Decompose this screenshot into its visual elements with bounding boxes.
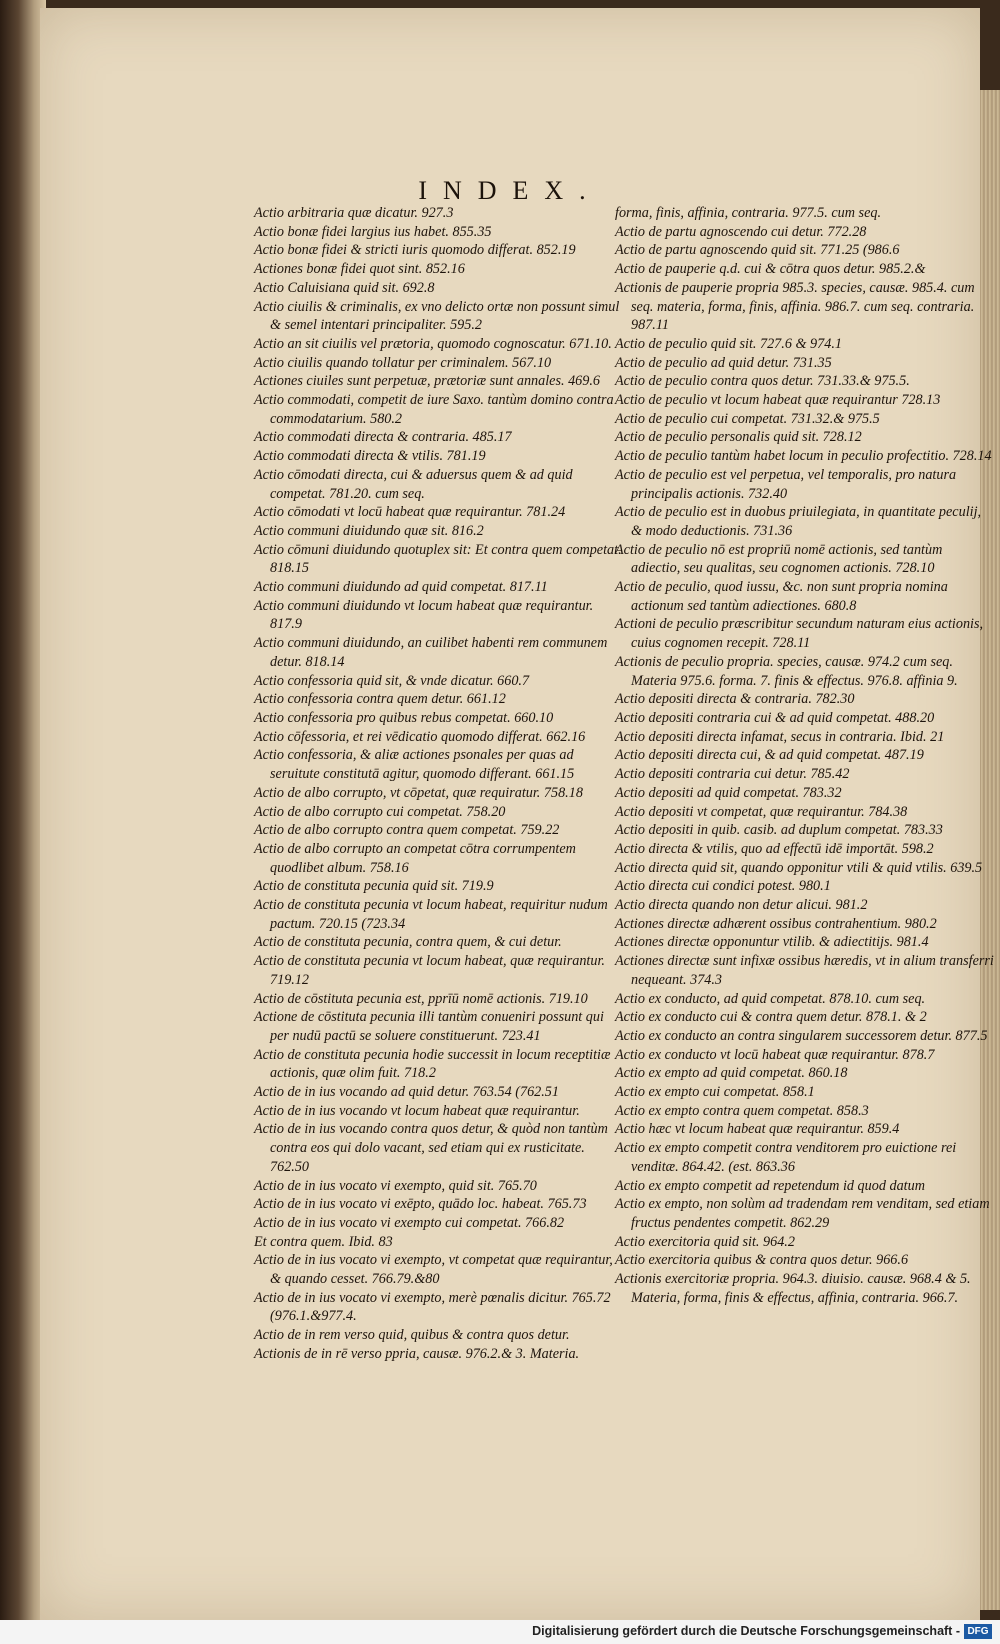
index-entry: Actio de peculio est vel perpetua, vel temporalis, pro natura principalis actionis. 732.40 <box>615 466 957 502</box>
index-entry: Actio de albo corrupto cui competat. 758.20 <box>254 803 506 820</box>
index-entry: Actio depositi contraria cui detur. 785.42 <box>615 766 850 783</box>
page-title: INDEX. <box>418 176 602 205</box>
index-entry: Actio de peculio est in duobus priuilegiata, in quantitate peculij, & modo deductionis. 731.36 <box>615 504 982 539</box>
index-entry: Actio de constituta pecunia vt locum habeat, requiritur nudum pactum. 720.15 (723.34 <box>254 897 608 932</box>
index-entry: Actio ex empto ad quid competat. 860.18 <box>615 1065 848 1082</box>
index-entry: Actio commodati directa & vtilis. 781.19 <box>254 448 486 465</box>
index-entry: Actio de peculio personalis quid sit. 728.12 <box>615 429 862 446</box>
index-entry: Actio depositi vt competat, quæ requirantur. 784.38 <box>615 803 908 820</box>
index-entry: Actio de constituta pecunia vt locum habeat, quæ requirantur. 719.12 <box>254 953 605 988</box>
index-entry: Actionis de in rē verso ppria, causæ. 976.2.& 3. Materia. <box>254 1345 580 1362</box>
index-entry: Actio ex empto competit contra venditorem pro euictione rei venditæ. 864.42. (est. 863.36 <box>615 1140 957 1175</box>
index-entry: Actio de in ius vocando contra quos detur, & quòd non tantùm contra eos qui dolo vacant, sed etiam qui ex rusticitate. 762.50 <box>254 1121 608 1175</box>
index-column-right <box>615 204 995 1307</box>
index-entry: Et contra quem. Ibid. 83 <box>254 1233 393 1250</box>
index-entry: Actio de in rem verso quid, quibus & contra quos detur. <box>254 1327 570 1344</box>
index-entry: Actio ex conducto vt locū habeat quæ requirantur. 878.7 <box>615 1046 935 1063</box>
index-entry: Actio de in ius vocato vi exempto, vt competat quæ requirantur, & quando cesset. 766.79.&80 <box>254 1252 613 1288</box>
index-entry: Actio de peculio, quod iussu, &c. non sunt propria nomina actionum sed tantùm adiectiones. 680.8 <box>615 579 948 614</box>
index-entry: Actio de in ius vocando vt locum habeat quæ requirantur. <box>254 1102 580 1119</box>
index-entry: Actio directa quando non detur alicui. 981.2 <box>615 897 868 914</box>
index-entry: Actionis de peculio propria. species, causæ. 974.2 cum seq. Materia 975.6. forma. 7. finis & effectus. 976.8. affinia 9. <box>615 653 958 689</box>
index-entry: Actio de albo corrupto contra quem competat. 759.22 <box>254 822 560 839</box>
index-entry: Actio directa quid sit, quando opponitur vtili & quid vtilis. 639.5 <box>615 859 983 876</box>
index-entry: Actio confessoria contra quem detur. 661.12 <box>254 691 506 708</box>
index-entry: Actio Caluisiana quid sit. 692.8 <box>254 279 435 296</box>
index-entry: Actio exercitoria quid sit. 964.2 <box>615 1233 795 1250</box>
index-entry: Actio de in ius vocato vi exēpto, quādo loc. habeat. 765.73 <box>254 1196 587 1213</box>
index-entry: Actiones ciuiles sunt perpetuæ, prætoriæ sunt annales. 469.6 <box>254 373 601 390</box>
index-entry: Actiones bonæ fidei quot sint. 852.16 <box>254 261 465 278</box>
index-column-left <box>254 204 624 1364</box>
index-entry: Actio communi diuidundo quæ sit. 816.2 <box>254 522 484 539</box>
index-entry: Actionis exercitoriæ propria. 964.3. diuisio. causæ. 968.4 & 5. Materia, forma, finis & effectus, affinia, contraria. 966.7. <box>615 1271 971 1306</box>
index-entry: Actio bonæ fidei & stricti iuris quomodo differat. 852.19 <box>254 242 576 259</box>
index-entry: Actio de constituta pecunia, contra quem, & cui detur. <box>254 934 562 951</box>
index-entry: Actio de partu agnoscendo quid sit. 771.25 (986.6 <box>615 242 900 259</box>
index-entry: Actio depositi directa infamat, secus in contraria. Ibid. 21 <box>615 728 945 745</box>
index-entry: Actio de peculio quid sit. 727.6 & 974.1 <box>615 335 842 352</box>
index-entry: Actio exercitoria quibus & contra quos detur. 966.6 <box>615 1252 909 1269</box>
index-entry: Actio confessoria quid sit, & vnde dicatur. 660.7 <box>254 672 530 689</box>
index-entry: Actiones directæ opponuntur vtilib. & adiectitijs. 981.4 <box>615 934 929 951</box>
index-entry: Actio an sit ciuilis vel prætoria, quomodo cognoscatur. 671.10. <box>254 335 612 352</box>
index-entry: Actiones directæ sunt infixæ ossibus hæredis, vt in alium transferri nequeant. 374.3 <box>615 953 994 988</box>
index-entry: Actio cōmuni diuidundo quotuplex sit: Et contra quem competat. 818.15 <box>254 541 622 577</box>
index-entry: Actio cōmodati directa, cui & aduersus quem & ad quid competat. 781.20. cum seq. <box>254 466 573 502</box>
index-entry: Actio de constituta pecunia hodie successit in locum receptitiæ actionis, quæ olim fuit. 718.2 <box>254 1046 611 1082</box>
index-entry: Actio de albo corrupto an competat cōtra corrumpentem quodlibet album. 758.16 <box>254 840 576 876</box>
index-entry: Actio de in ius vocato vi exempto, merè pœnalis dicitur. 765.72 (976.1.&977.4. <box>254 1289 611 1325</box>
index-entry: Actio de partu agnoscendo cui detur. 772.28 <box>615 223 867 240</box>
index-entry: Actio depositi directa cui, & ad quid competat. 487.19 <box>615 747 924 764</box>
index-entry: Actio ex empto cui competat. 858.1 <box>615 1084 815 1101</box>
index-entry: Actio de constituta pecunia quid sit. 719.9 <box>254 878 494 895</box>
index-entry: Actio ex empto contra quem competat. 858.3 <box>615 1102 869 1119</box>
index-entry: Actionis de pauperie propria 985.3. species, causæ. 985.4. cum seq. materia, forma, finis, affinia. 986.7. cum seq. contraria. 987.11 <box>615 279 975 334</box>
index-entry: Actio depositi contraria cui & ad quid competat. 488.20 <box>615 709 935 726</box>
index-entry: Actio depositi directa & contraria. 782.30 <box>615 691 855 708</box>
book-page <box>40 8 994 1620</box>
index-entry: Actio depositi in quib. casib. ad duplum competat. 783.33 <box>615 822 943 839</box>
index-entry: Actio de pauperie q.d. cui & cōtra quos detur. 985.2.& <box>615 261 926 278</box>
index-entry: Actio ex conducto cui & contra quem detur. 878.1. & 2 <box>615 1009 927 1026</box>
index-entry: Actio ciuilis & criminalis, ex vno delicto ortæ non possunt simul & semel intentari principaliter. 595.2 <box>254 298 620 334</box>
index-entry: Actio hæc vt locum habeat quæ requirantur. 859.4 <box>615 1121 900 1138</box>
index-entry: Actio commodati, competit de iure Saxo. tantùm domino contra commodatarium. 580.2 <box>254 392 614 427</box>
index-entry: Actio de albo corrupto, vt cōpetat, quæ requiratur. 758.18 <box>254 784 583 801</box>
index-entry: forma, finis, affinia, contraria. 977.5. cum seq. <box>615 205 882 221</box>
index-entry: Actio directa & vtilis, quo ad effectū idē importāt. 598.2 <box>615 840 934 857</box>
index-entry: Actio bonæ fidei largius ius habet. 855.35 <box>254 223 492 240</box>
index-entry: Actio de peculio cui competat. 731.32.& 975.5 <box>615 410 880 427</box>
index-entry: Actioni de peculio præscribitur secundum naturam eius actionis, cuius cognomen recepit. 728.11 <box>615 616 984 652</box>
index-entry: Actio ex conducto an contra singularem successorem detur. 877.5 <box>615 1027 988 1044</box>
index-entry: Actio communi diuidundo vt locum habeat quæ requirantur. 817.9 <box>254 597 594 633</box>
index-entry: Actio ciuilis quando tollatur per criminalem. 567.10 <box>254 354 552 371</box>
index-entry: Actio de cōstituta pecunia est, pprīū nomē actionis. 719.10 <box>254 990 588 1007</box>
index-entry: Actio confessoria pro quibus rebus competat. 660.10 <box>254 709 554 726</box>
index-entry: Actio cōfessoria, et rei vēdicatio quomodo differat. 662.16 <box>254 728 586 745</box>
index-entry: Actio de peculio nō est propriū nomē actionis, sed tantùm adiectio, seu qualitas, seu cognomen actionis. 728.10 <box>615 541 943 577</box>
index-entry: Actio communi diuidundo, an cuilibet habenti rem communem detur. 818.14 <box>254 635 608 670</box>
index-entry: Actiones directæ adhærent ossibus contrahentium. 980.2 <box>615 915 937 932</box>
index-entry: Actio depositi ad quid competat. 783.32 <box>615 784 842 801</box>
index-entry: Actio arbitraria quæ dicatur. 927.3 <box>254 205 454 221</box>
index-entry: Actio ex empto, non solùm ad tradendam rem venditam, sed etiam fructus pendentes competit. 862.29 <box>615 1196 990 1231</box>
index-entry: Actio ex conducto, ad quid competat. 878.10. cum seq. <box>615 990 926 1007</box>
index-entry: Actio confessoria, & aliæ actiones psonales per quas ad seruitute constitutā agitur, quomodo differant. 661.15 <box>254 747 575 783</box>
index-entry: Actio de in ius vocato vi exempto cui competat. 766.82 <box>254 1214 565 1231</box>
index-entry: Actio communi diuidundo ad quid competat. 817.11 <box>254 579 548 596</box>
index-entry: Actio de in ius vocato vi exempto, quid sit. 765.70 <box>254 1177 537 1194</box>
index-entry: Actio de peculio contra quos detur. 731.33.& 975.5. <box>615 373 910 390</box>
index-entry: Actio commodati directa & contraria. 485.17 <box>254 429 512 446</box>
index-entry: Actio de in ius vocando ad quid detur. 763.54 (762.51 <box>254 1084 559 1101</box>
index-entry: Actio ex empto competit ad repetendum id quod datum <box>615 1177 925 1194</box>
index-entry: Actio cōmodati vt locū habeat quæ requirantur. 781.24 <box>254 504 566 521</box>
index-entry: Actione de cōstituta pecunia illi tantùm conueniri possunt qui per nudū pactū se soluere constituerunt. 723.41 <box>254 1009 604 1044</box>
dfg-logo: DFG <box>964 1624 992 1639</box>
index-entry: Actio de peculio vt locum habeat quæ requirantur 728.13 <box>615 392 941 409</box>
footer-credit: Digitalisierung gefördert durch die Deutsche Forschungsgemeinschaft - <box>532 1624 960 1638</box>
index-entry: Actio de peculio tantùm habet locum in peculio profectitio. 728.14 <box>615 448 992 465</box>
digitization-footer <box>0 1620 1000 1644</box>
index-entry: Actio directa cui condici potest. 980.1 <box>615 878 831 895</box>
index-entry: Actio de peculio ad quid detur. 731.35 <box>615 354 832 371</box>
